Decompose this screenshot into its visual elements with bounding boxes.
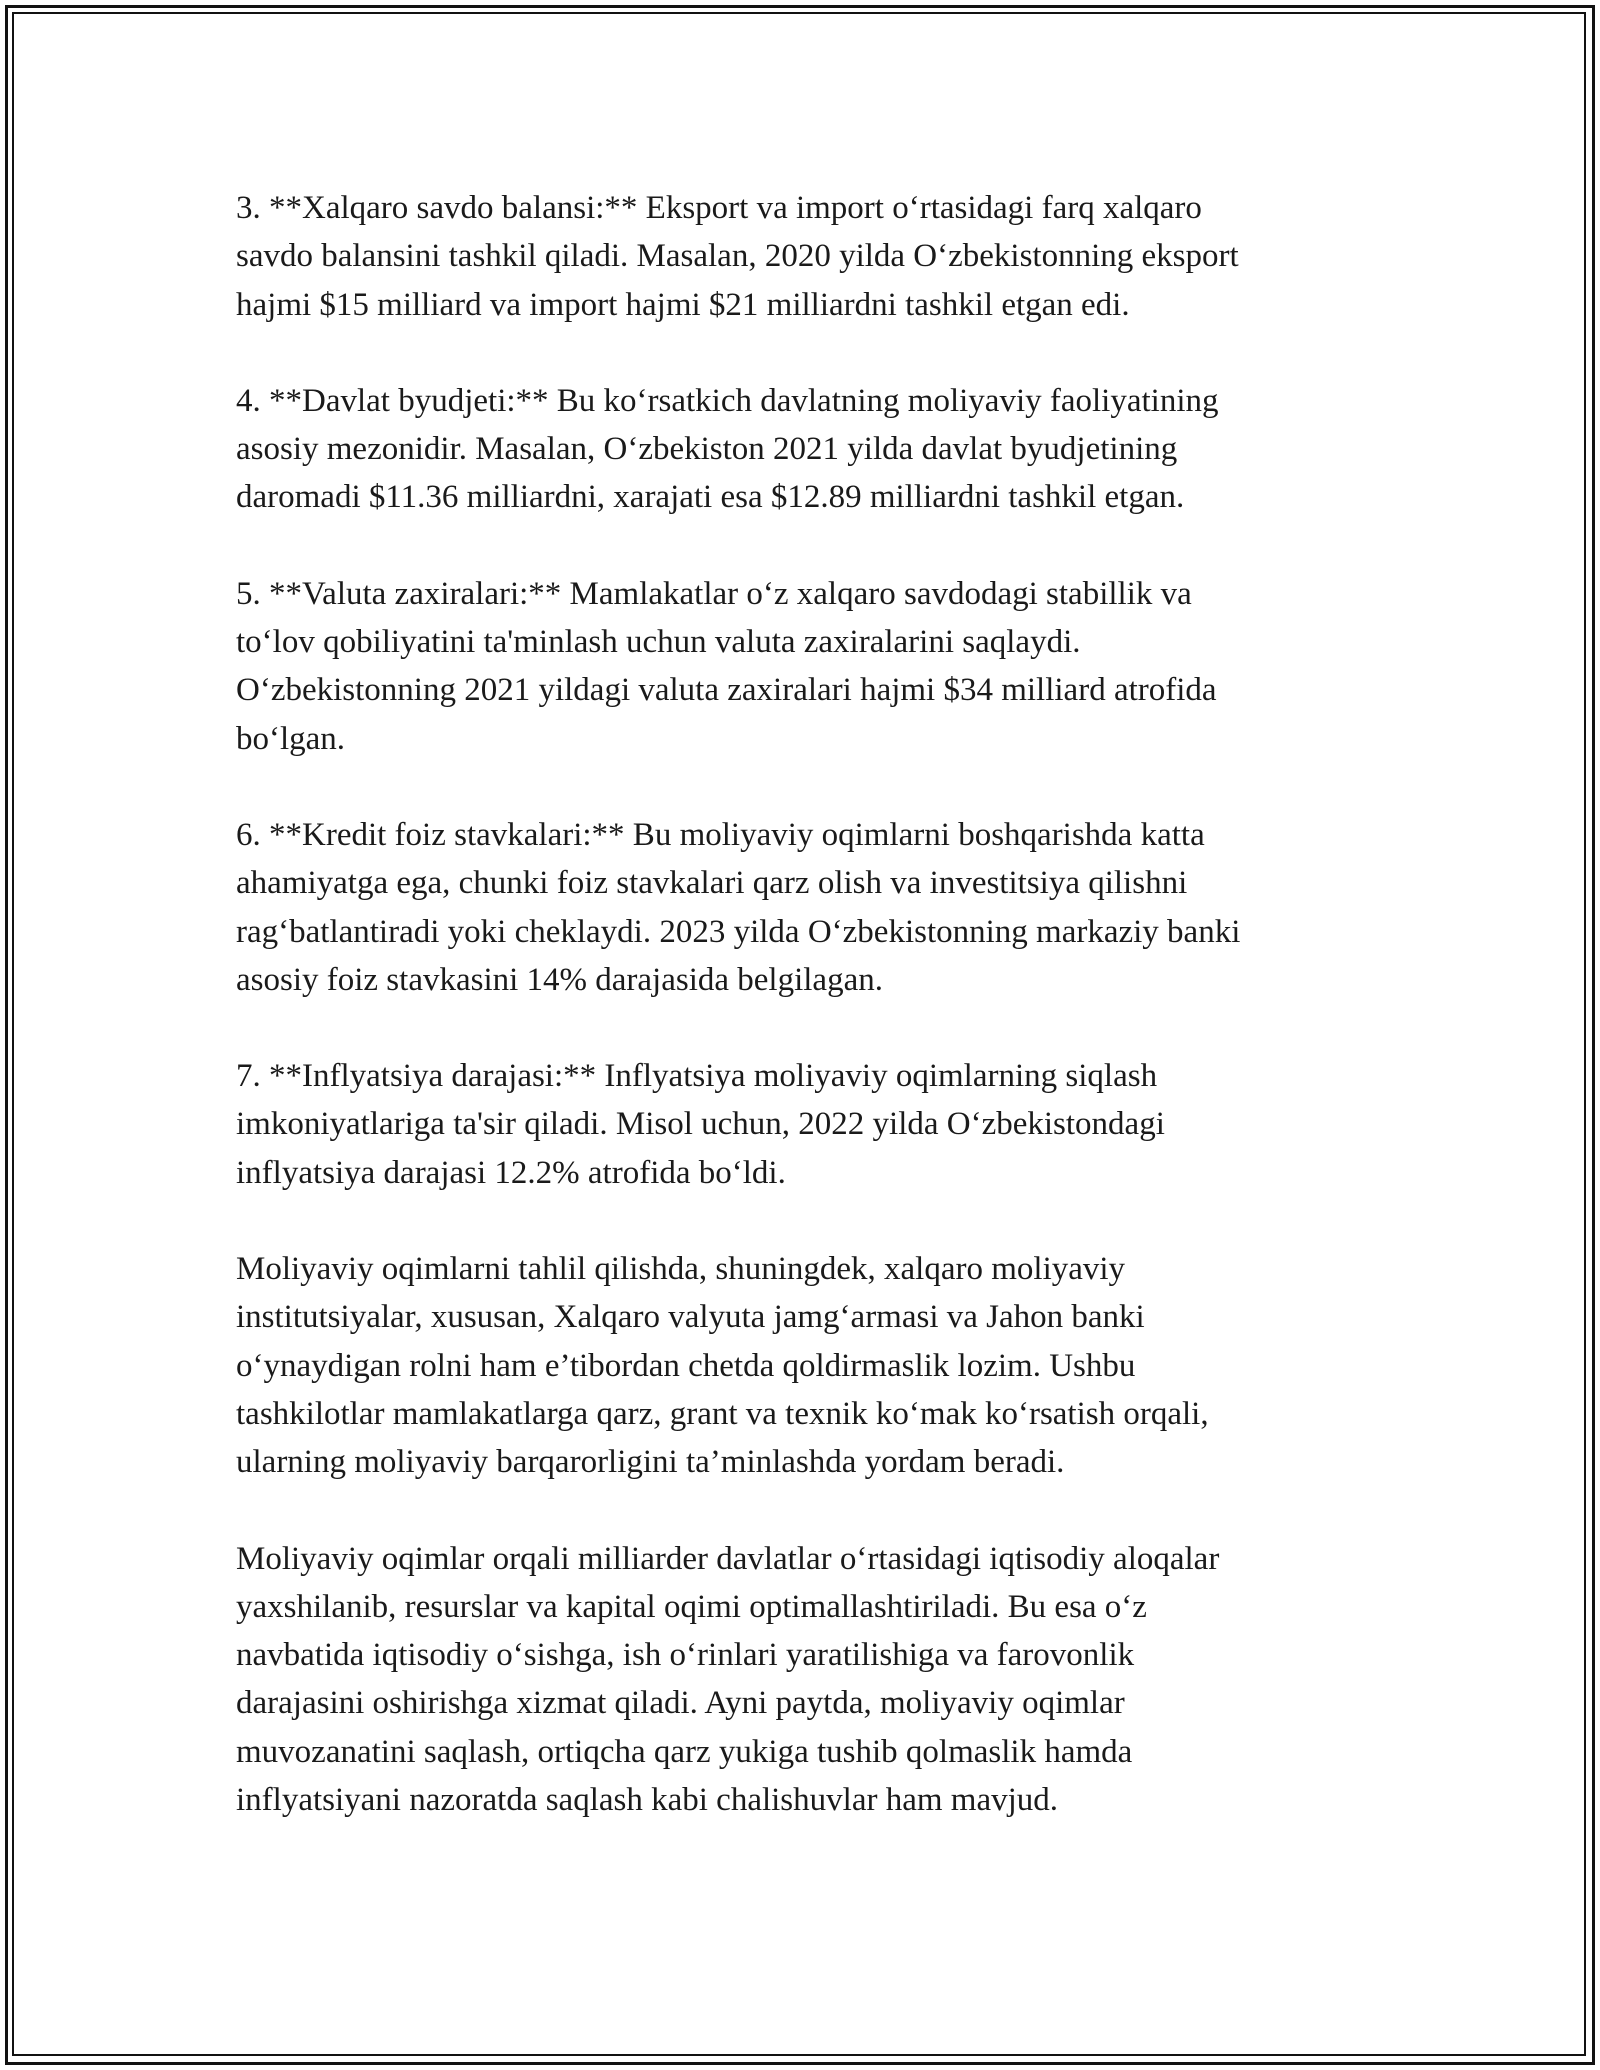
document-body: [236, 184, 1364, 1824]
paragraph-currency-reserves: 5. **Valuta zaxiralari:** Mamlakatlar o‘z xalqaro savdodagi stabillik va to‘lov qobiliyatini ta'minlash uchun valuta zaxiralarini saqlaydi. O‘zbekistonning 2021 yildagi valuta zaxiralari hajmi $34 milliard atrofida bo‘lgan.: [236, 575, 1217, 757]
paragraph-financial-institutions: Moliyaviy oqimlarni tahlil qilishda, shuningdek, xalqaro moliyaviy institutsiyalar, xususan, Xalqaro valyuta jamg‘armasi va Jahon banki o‘ynaydigan rolni ham e’tibordan chetda qoldirmaslik lozim. Ushbu tashkilotlar mamlakatlarga qarz, grant va texnik ko‘mak ko‘rsatish orqali, ularning moliyaviy barqarorligini ta’minlashda yordam beradi.: [236, 1251, 1209, 1481]
paragraph-trade-balance: 3. **Xalqaro savdo balansi:** Eksport va import o‘rtasidagi farq xalqaro savdo balansini tashkil qiladi. Masalan, 2020 yilda O‘zbekistonning eksport hajmi $15 milliard va import hajmi $21 milliardni tashkil etgan edi.: [236, 190, 1239, 323]
paragraph-state-budget: 4. **Davlat byudjeti:** Bu ko‘rsatkich davlatning moliyaviy faoliyatining asosiy mezonidir. Masalan, O‘zbekiston 2021 yilda davlat byudjetining daromadi $11.36 milliardni, xarajati esa $12.89 milliardni tashkil etgan.: [236, 382, 1219, 516]
paragraph-conclusion: Moliyaviy oqimlar orqali milliarder davlatlar o‘rtasidagi iqtisodiy aloqalar yaxshilanib, resurslar va kapital oqimi optimallashtiriladi. Bu esa o‘z navbatida iqtisodiy o‘sishga, ish o‘rinlari yaratilishiga va farovonlik darajasini oshirishga xizmat qiladi. Ayni paytda, moliyaviy oqimlar muvozanatini saqlash, ortiqcha qarz yukiga tushib qolmaslik hamda inflyatsiyani nazoratda saqlash kabi chalishuvlar ham mavjud.: [236, 1540, 1220, 1819]
paragraph-interest-rates: 6. **Kredit foiz stavkalari:** Bu moliyaviy oqimlarni boshqarishda katta ahamiyatga ega, chunki foiz stavkalari qarz olish va investitsiya qilishni rag‘batlantiradi yoki cheklaydi. 2023 yilda O‘zbekistonning markaziy banki asosiy foiz stavkasini 14% darajasida belgilagan.: [236, 816, 1241, 998]
paragraph-inflation: 7. **Inflyatsiya darajasi:** Inflyatsiya moliyaviy oqimlarning siqlash imkoniyatlariga ta'sir qiladi. Misol uchun, 2022 yilda O‘zbekistondagi inflyatsiya darajasi 12.2% atrofida bo‘ldi.: [236, 1058, 1165, 1191]
